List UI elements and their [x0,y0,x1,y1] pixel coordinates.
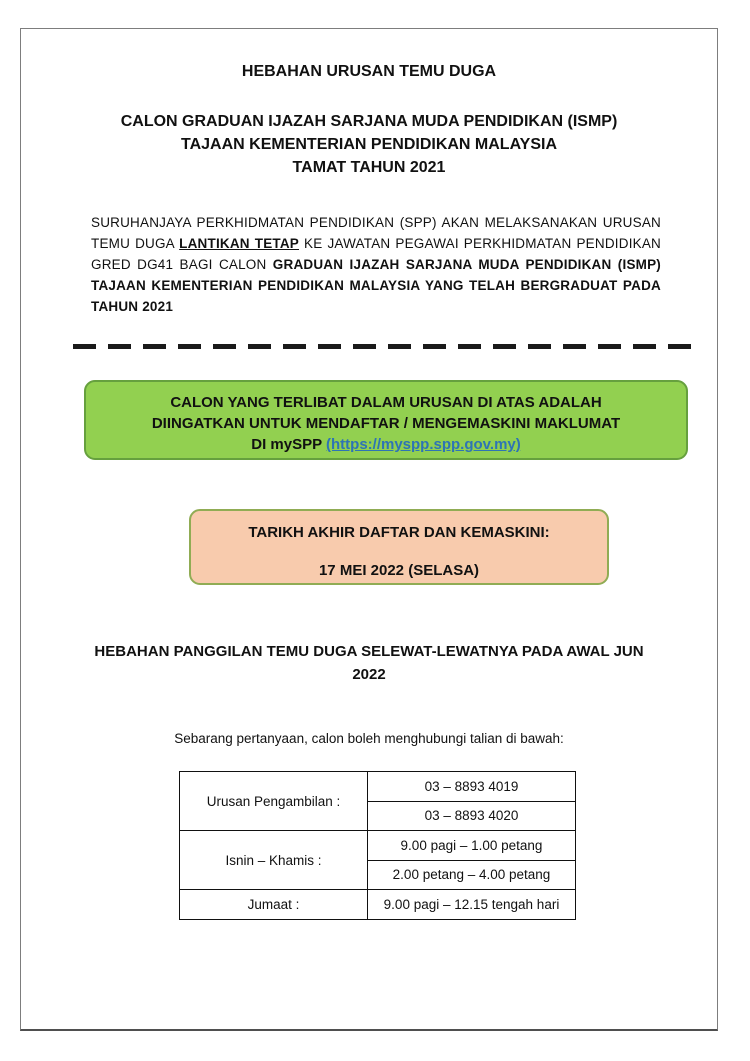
table-row [180,831,576,861]
contact-label-jumaat: Jumaat : [180,890,368,920]
contact-hours-weekday-pm: 2.00 petang – 4.00 petang [368,860,576,890]
contact-intro-text: Sebarang pertanyaan, calon boleh menghubungi talian di bawah: [174,731,564,746]
deadline-heading: TARIKH AKHIR DAFTAR DAN KEMASKINI: [248,524,550,541]
subtitle-line-1: CALON GRADUAN IJAZAH SARJANA MUDA PENDIDIKAN (ISMP) [120,113,618,130]
contact-label-urusan-pengambilan: Urusan Pengambilan : [180,772,368,831]
contact-hours-friday: 9.00 pagi – 12.15 tengah hari [368,890,576,920]
dashed-divider [73,344,693,349]
orange-deadline-box [189,509,609,585]
deadline-date: 17 MEI 2022 (SELASA) [318,562,480,579]
green-notice-line-3-prefix: DI mySPP [251,436,327,453]
announcement-line-2: 2022 [352,666,386,683]
intro-paragraph [91,212,661,317]
intro-paragraph-seg4: GRADUAN IJAZAH SARJANA MUDA PENDIDIKAN (ISMP) TAJAAN KEMENTERIAN PENDIDIKAN MALAYSIA YANG TELAH BERGRADUAT PADA TAHUN 2021 [91,257,661,314]
intro-paragraph-seg1: SURUHANJAYA PERKHIDMATAN PENDIDIKAN (SPP) AKAN MELAKSANAKAN URUSAN TEMU DUGA [91,215,661,251]
document-page [20,28,718,1031]
contact-phone-2: 03 – 8893 4020 [368,801,576,831]
announcement-heading [59,640,679,686]
intro-paragraph-seg2-lantikan-tetap: LANTIKAN TETAP [179,236,300,251]
contact-phone-1: 03 – 8893 4019 [368,772,576,802]
green-notice-box [84,380,688,460]
table-row [180,772,576,802]
announcement-line-1: HEBAHAN PANGGILAN TEMU DUGA SELEWAT-LEWATNYA PADA AWAL JUN [94,643,644,660]
contact-hours-weekday-am: 9.00 pagi – 1.00 petang [368,831,576,861]
green-notice-line-2: DIINGATKAN UNTUK MENDAFTAR / MENGEMASKINI MAKLUMAT [151,415,621,432]
green-notice-line-1: CALON YANG TERLIBAT DALAM URUSAN DI ATAS ADALAH [170,394,602,411]
subtitle-line-2: TAJAAN KEMENTERIAN PENDIDIKAN MALAYSIA [180,136,558,153]
page-title: HEBAHAN URUSAN TEMU DUGA [241,63,497,80]
contact-label-isnin-khamis: Isnin – Khamis : [180,831,368,890]
intro-paragraph-seg3: KE JAWATAN PEGAWAI PERKHIDMATAN PENDIDIKAN GRED DG41 BAGI CALON [91,236,661,272]
subtitle-line-3: TAMAT TAHUN 2021 [292,159,446,176]
table-row [180,890,576,920]
page-subtitle [21,110,717,179]
myspp-link[interactable]: (https://myspp.spp.gov.my) [326,436,521,453]
green-notice-line-3 [86,434,686,455]
contact-table [179,771,576,920]
